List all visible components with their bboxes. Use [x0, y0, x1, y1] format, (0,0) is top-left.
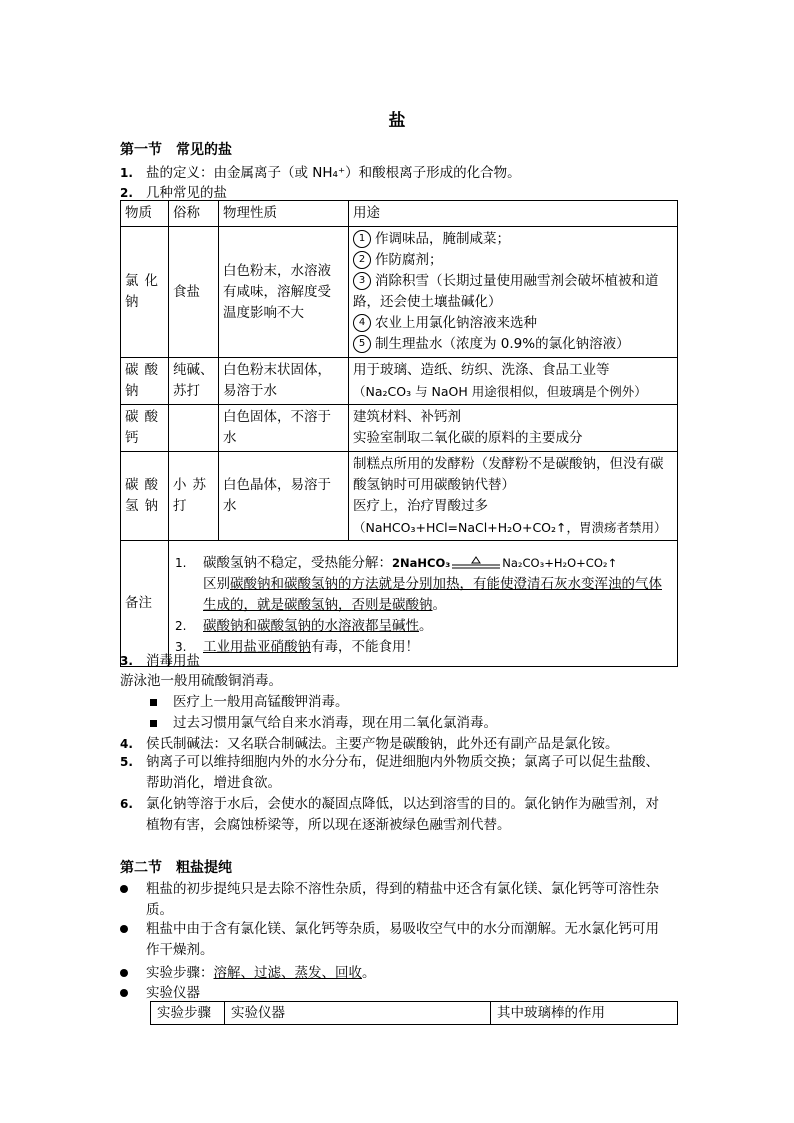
item6: 6. 氯化钠等溶于水后，会使水的凝固点降低，以达到溶雪的目的。氯化钠作为融雪剂，对 植物有害，会腐蚀桥梁等，所以现在逐渐被绿色融雪剂代替。 [120, 796, 659, 833]
note-2: 2. 碳酸钠和碳酸氢钠的水溶液都呈碱性。 [175, 618, 433, 634]
item2-text: 几种常见的盐 [146, 185, 227, 201]
nacl-uses [349, 227, 678, 358]
item1-text: 盐的定义：由金属离子（或 NH₄⁺）和酸根离子形成的化合物。 [146, 165, 521, 181]
na2co3-common: 纯碱、苏打 [169, 358, 219, 405]
nacl-use-3: 3 消除积雪（长期过量使用融雪剂会破坏植被和道路，还会使土壤盐碱化） [353, 273, 659, 310]
header-glass-rod: 其中玻璃棒的作用 [491, 1002, 678, 1025]
section2-heading: 第二节 粗盐提纯 [120, 860, 232, 876]
na2co3-name: 碳酸钠 [121, 358, 169, 405]
s2-point-2: 粗盐中由于含有氯化镁、氯化钙等杂质，易吸收空气中的水分而潮解。无水氯化钙可用 作干燥剂。 [120, 919, 659, 961]
s2-point-4: 实验仪器 [120, 981, 200, 1001]
s2-point-3: 实验步骤：溶解、过滤、蒸发、回收。 [120, 961, 376, 981]
nacl-use-4: 4 农业上用氯化钠溶液来选种 [353, 313, 673, 334]
bullet-2: 过去习惯用氯气给自来水消毒，现在用二氧化氯消毒。 [150, 711, 497, 731]
nahco3-name: 碳酸氢钠 [121, 452, 169, 541]
nacl-common: 食盐 [169, 227, 219, 358]
item3: 3. 消毒用盐 [120, 653, 200, 669]
apparatus-table [150, 1001, 678, 1025]
nacl-name: 氯化钠 [121, 227, 169, 358]
section1-heading: 第一节 常见的盐 [120, 142, 232, 158]
header-apparatus: 实验仪器 [225, 1002, 491, 1025]
note-content [169, 541, 678, 667]
nahco3-uses: 制糕点所用的发酵粉（发酵粉不是碳酸钠，但没有碳酸氢钠时可用碳酸钠代替） 医疗上，治疗胃酸过多 （NaHCO₃+HCl=NaCl+H₂O+CO₂↑，胃溃疡者禁用） [349, 452, 678, 541]
header-common-name: 俗称 [169, 201, 219, 227]
square-bullet-icon [150, 699, 157, 706]
caco3-name: 碳酸钙 [121, 405, 169, 452]
item4: 4. 侯氏制碱法：又名联合制碱法。主要产物是碳酸钠，此外还有副产品是氯化铵。 [120, 736, 619, 752]
note-1: 1. 碳酸氢钠不稳定，受热能分解：2NaHCO₃ Na₂CO₃+H₂O+CO₂↑ [175, 555, 618, 571]
item1 [120, 161, 521, 181]
nacl-use-5: 5 制生理盐水（浓度为 0.9%的氯化钠溶液） [353, 334, 673, 355]
heat-arrow-icon [450, 556, 502, 570]
item5: 5. 钠离子可以维持细胞内外的水分分布，促进细胞内外物质交换；氯离子可以促生盐酸、 帮助消化，增进食欲。 [120, 754, 659, 791]
note-1b: 区别碳酸钠和碳酸氢钠的方法就是分别加热，有能使澄清石灰水变浑浊的气体生成的，就是碳酸氢钠，否则是碳酸钠。 [203, 576, 662, 613]
page-title: 盐 [388, 111, 406, 131]
note-label: 备注 [121, 541, 169, 667]
bullet-1: 医疗上一般用高锰酸钾消毒。 [150, 690, 349, 710]
na2co3-uses: 用于玻璃、造纸、纺织、洗涤、食品工业等 （Na₂CO₃ 与 NaOH 用途很相似，但玻璃是个例外） [349, 358, 678, 405]
square-bullet-icon [150, 720, 157, 727]
pool-text: 游泳池一般用硫酸铜消毒。 [120, 673, 282, 689]
header-substance: 物质 [121, 201, 169, 227]
nahco3-physical: 白色晶体，易溶于水 [219, 452, 349, 541]
salts-table [120, 200, 678, 667]
bullet-dot-icon [120, 989, 128, 997]
item1-number: 1. [120, 166, 133, 180]
bullet-dot-icon [120, 925, 128, 933]
caco3-physical: 白色固体，不溶于水 [219, 405, 349, 452]
caco3-common [169, 405, 219, 452]
na2co3-physical: 白色粉末状固体，易溶于水 [219, 358, 349, 405]
item2-number: 2. [120, 186, 133, 200]
item2 [120, 181, 227, 201]
nahco3-common: 小苏打 [169, 452, 219, 541]
nacl-use-2: 2 作防腐剂； [353, 250, 673, 271]
caco3-uses: 建筑材料、补钙剂 实验室制取二氧化碳的原料的主要成分 [349, 405, 678, 452]
header-physical: 物理性质 [219, 201, 349, 227]
header-uses: 用途 [349, 201, 678, 227]
nacl-physical: 白色粉末，水溶液有咸味，溶解度受温度影响不大 [219, 227, 349, 358]
nacl-use-1: 1 作调味品，腌制咸菜； [353, 229, 673, 250]
s2-point-1: 粗盐的初步提纯只是去除不溶性杂质，得到的精盐中还含有氯化镁、氯化钙等可溶性杂 质。 [120, 879, 659, 921]
note-3: 3. 工业用盐亚硝酸钠有毒，不能食用！ [175, 639, 419, 655]
header-step: 实验步骤 [151, 1002, 225, 1025]
bullet-dot-icon [120, 969, 128, 977]
bullet-dot-icon [120, 885, 128, 893]
